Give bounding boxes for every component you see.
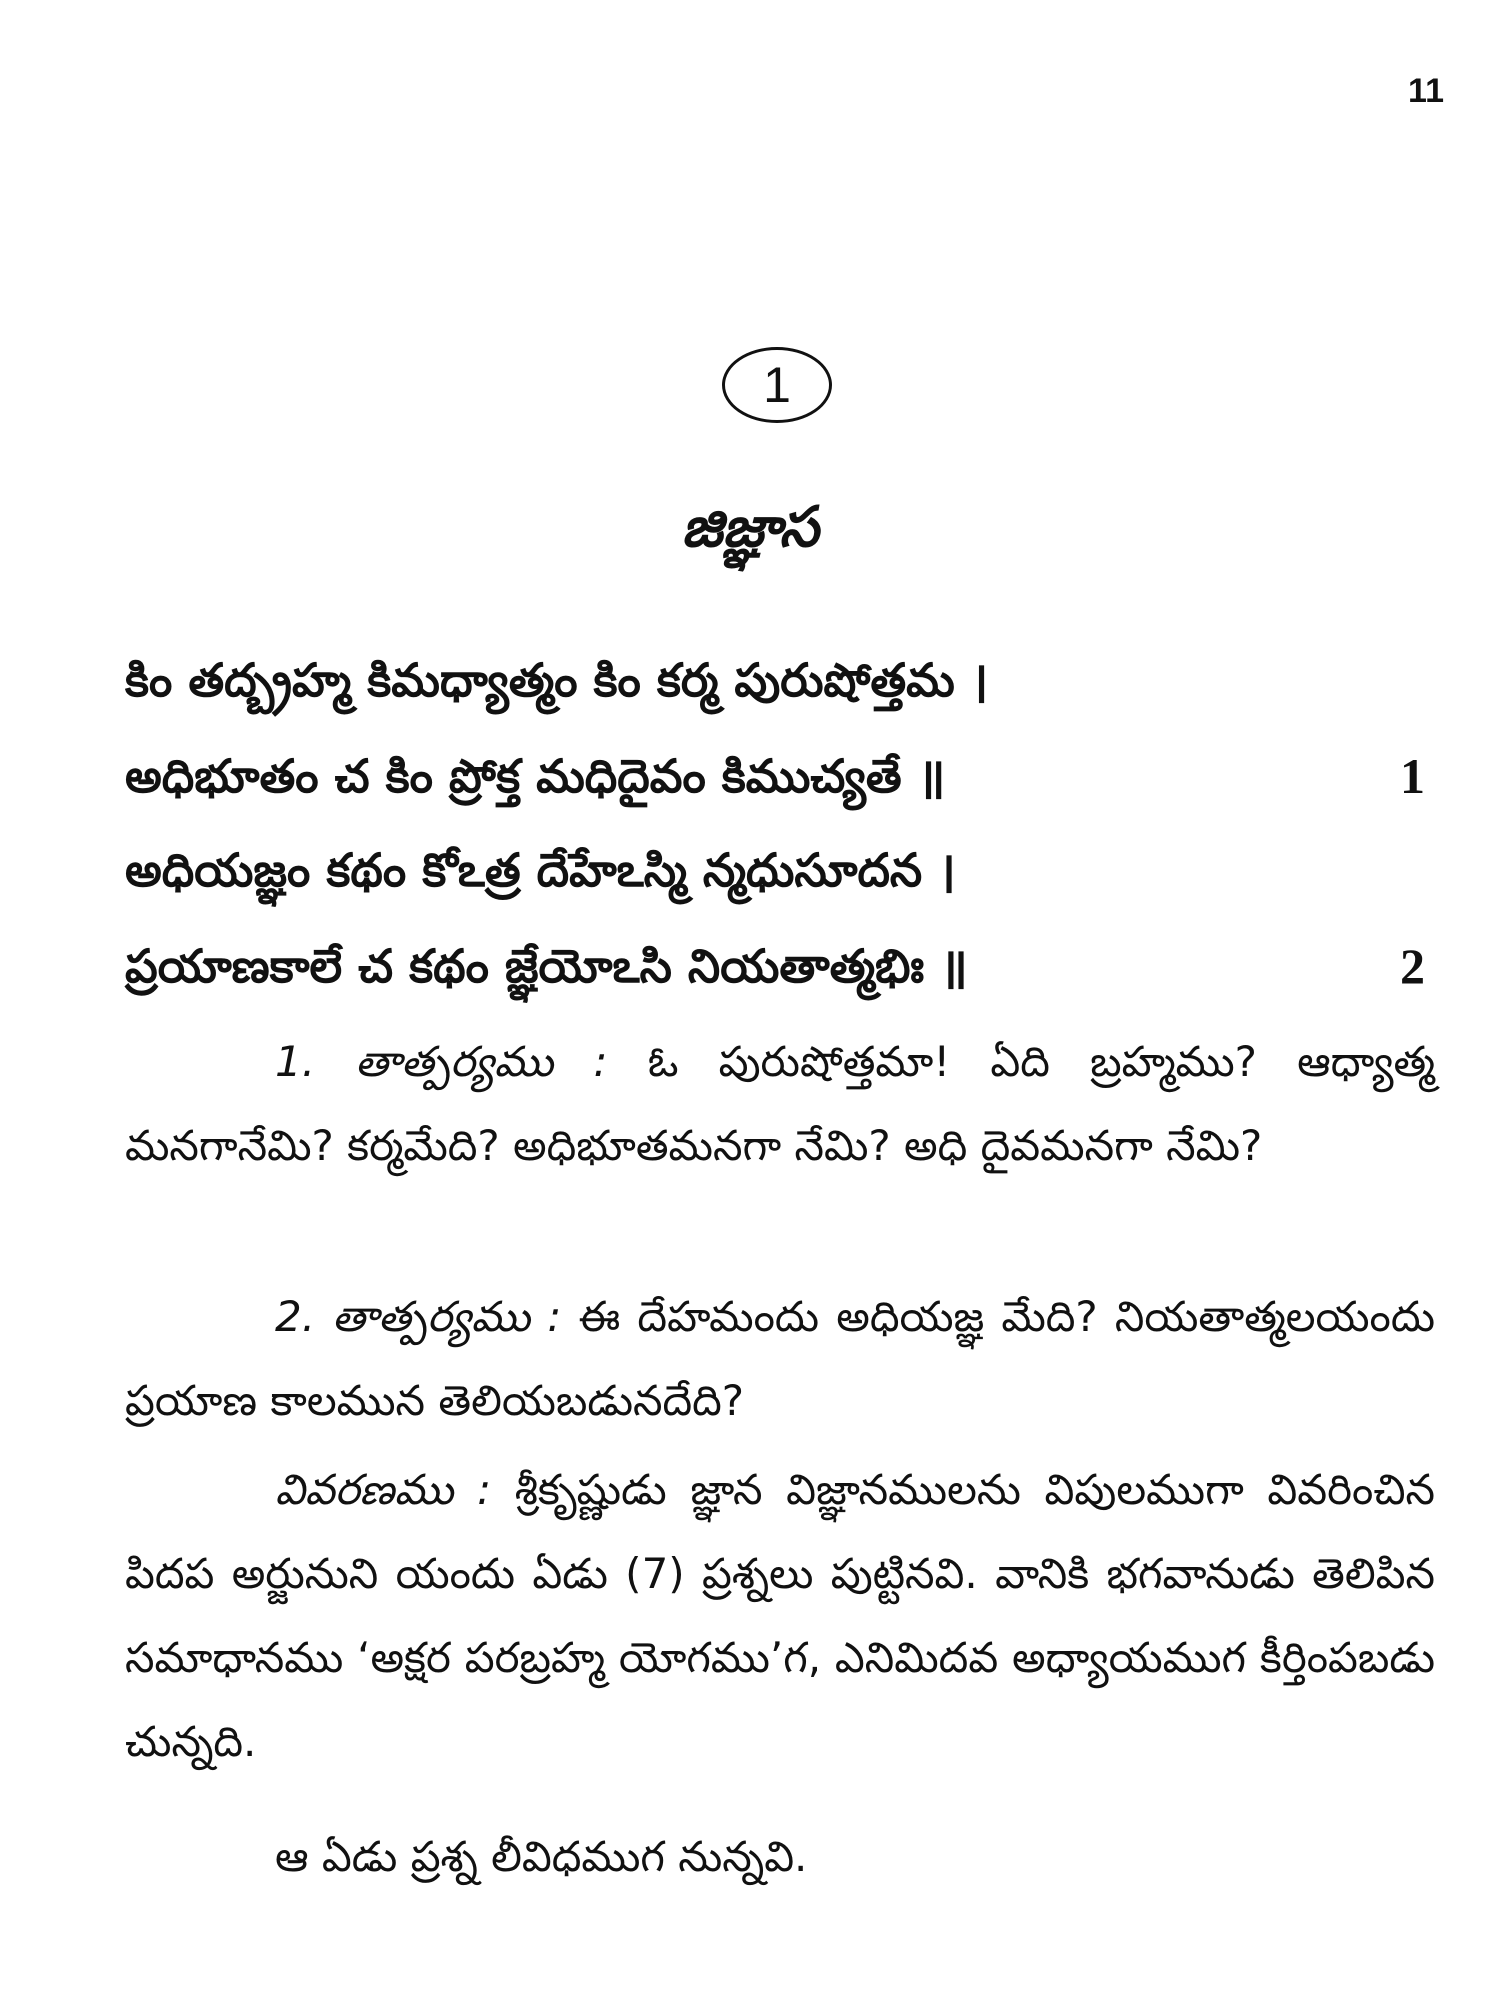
explanation-paragraph [125, 1448, 1435, 1784]
page-number: 11 [1408, 72, 1444, 110]
paragraph-label: 1. తాత్పర్యము : [275, 1037, 608, 1086]
verse-number: 1 [1400, 748, 1425, 804]
chapter-number: 1 [763, 357, 791, 413]
chapter-heading: జిజ్ఞాస [681, 495, 819, 560]
verse-line [125, 728, 1445, 824]
verse-text: అధియజ్ఞం కథం కోఽత్ర దేహేఽస్మి న్మధుసూదన । [125, 843, 956, 897]
verse-number: 2 [1400, 938, 1425, 994]
closing-paragraph [125, 1815, 1435, 1899]
paragraph-text: ఈ దేహమందు అధియజ్ఞ మేది? నియతాత్మలయందు ప్రయాణ కాలమున తెలియబడునదేది? [125, 1292, 1435, 1425]
chapter-number-circle [722, 347, 832, 423]
paragraph-text: ఓ పురుషోత్తమా! ఏది బ్రహ్మము? ఆధ్యాత్మ మనగానేమి? కర్మమేది? అధిభూతమనగా నేమి? అధి దైవమనగా నేమి? [125, 1037, 1435, 1170]
paragraph-label: 2. తాత్పర్యము : [275, 1292, 562, 1341]
verse-block-2 [125, 822, 1445, 1014]
meaning-paragraph-1 [125, 1020, 1435, 1188]
verse-line [125, 918, 1445, 1014]
verse-line [125, 822, 1445, 918]
verse-block-1 [125, 632, 1445, 824]
verse-text: కిం తద్బ్రహ్మ కిమధ్యాత్మం కిం కర్మ పురుషోత్తమ । [125, 653, 989, 707]
meaning-paragraph-2 [125, 1275, 1435, 1443]
verse-line [125, 632, 1445, 728]
paragraph-text: ఆ ఏడు ప్రశ్న లీవిధముగ నున్నవి. [275, 1832, 808, 1881]
verse-text: ప్రయాణకాలే చ కథం జ్ఞేయోఽసి నియతాత్మభిః ॥ [125, 939, 968, 993]
verse-text: అధిభూతం చ కిం ప్రోక్త మధిదైవం కిముచ్యతే ॥ [125, 749, 946, 803]
paragraph-label: వివరణము : [275, 1465, 492, 1514]
paragraph-text: శ్రీకృష్ణుడు జ్ఞాన విజ్ఞానములను విపులముగా వివరించిన పిదప అర్జునుని యందు ఏడు (7) ప్రశ్నలు పుట్టినవి. వానికి భగవానుడు తెలిపిన సమాధానము ‘అక్షర పరబ్రహ్మ యోగము’గ, ఎనిమిదవ అధ్యాయముగ కీర్తింపబడు చున్నది. [125, 1465, 1435, 1766]
